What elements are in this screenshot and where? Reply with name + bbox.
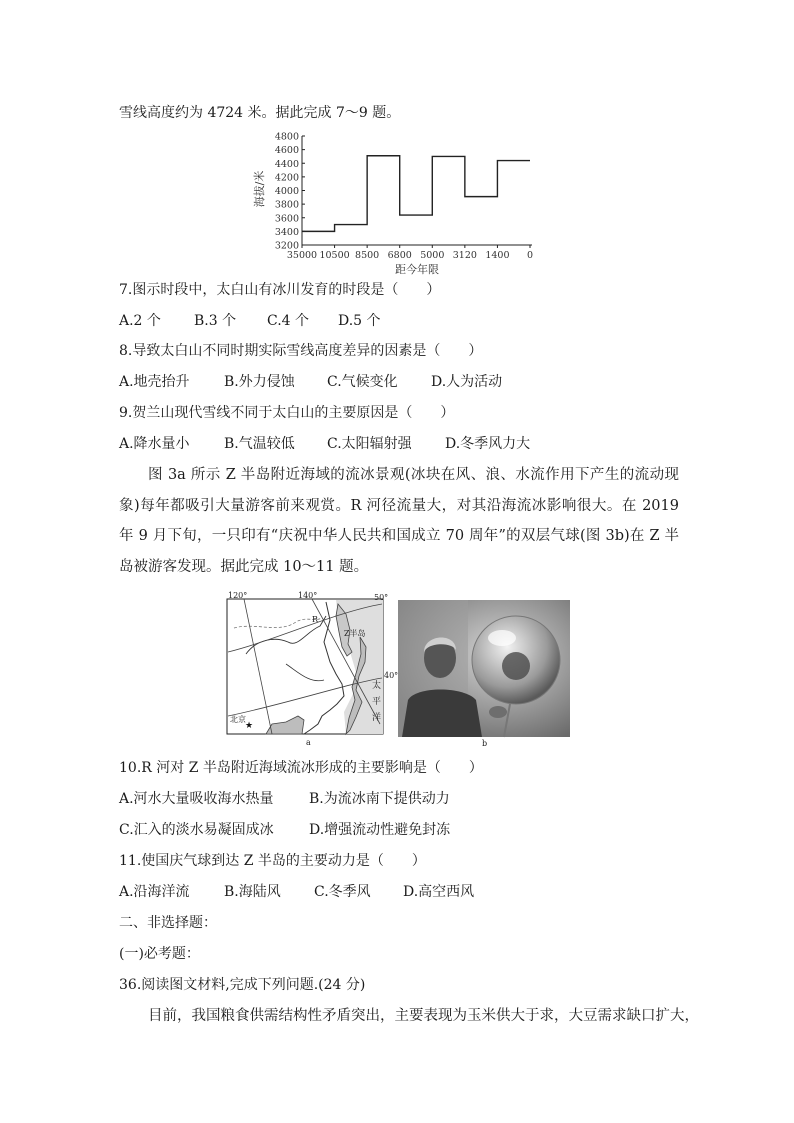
x-tick-label: 8500 xyxy=(355,250,380,261)
lon-label-120: 120° xyxy=(228,591,248,600)
peninsula-label: Z半岛 xyxy=(344,629,366,638)
q9-option-a: A.降水量小 xyxy=(119,436,190,452)
q8-options xyxy=(119,372,502,392)
balloon-logo xyxy=(502,652,530,680)
y-tick-label: 3800 xyxy=(274,199,299,211)
q11-option-c: C.冬季风 xyxy=(314,884,371,900)
q7-stem: 7.图示时段中，太白山有冰川发育的时段是（ ） xyxy=(119,282,441,298)
q9-option-b: B.气温较低 xyxy=(224,436,295,452)
q11-option-b: B.海陆风 xyxy=(224,884,281,900)
y-tick-label: 4600 xyxy=(274,145,299,157)
chart-y-label: 海拔/米 xyxy=(253,170,266,208)
caption-a: a xyxy=(306,738,311,747)
river-label: R xyxy=(312,615,319,624)
map-figure-a xyxy=(226,591,399,750)
y-tick-label: 4000 xyxy=(274,186,299,197)
q7-option-a: A.2 个 xyxy=(119,313,161,329)
intro-line: 雪线高度约为 4724 米。据此完成 7～9 题。 xyxy=(119,105,401,121)
q10-stem: 10.R 河对 Z 半岛附近海域流冰形成的主要影响是（ ） xyxy=(119,760,483,776)
q10-option-a: A.河水大量吸收海水热量 xyxy=(119,791,274,807)
beijing-star-icon: ★ xyxy=(245,721,254,731)
y-tick-label: 3200 xyxy=(274,240,299,252)
q36-stem: 36.阅读图文材料,完成下列问题.(24 分) xyxy=(119,977,366,993)
q7-option-c: C.4 个 xyxy=(267,313,310,329)
q7-option-d: D.5 个 xyxy=(338,313,381,329)
q36-text: 目前，我国粮食供需结构性矛盾突出，主要表现为玉米供大于求，大豆需求缺口扩大， xyxy=(148,1008,699,1024)
q10-option-c: C.汇入的淡水易凝固成冰 xyxy=(119,822,274,838)
q9-option-d: D.冬季风力大 xyxy=(445,436,531,452)
caption-b: b xyxy=(482,739,488,748)
q11-option-a: A.沿海洋流 xyxy=(119,884,190,900)
x-tick-label: 10500 xyxy=(319,250,350,261)
y-tick-label: 3600 xyxy=(274,213,299,225)
snowline-chart xyxy=(250,128,550,278)
x-tick-label: 3120 xyxy=(452,250,477,261)
q8-stem: 8.导致太白山不同时期实际雪线高度差异的因素是（ ） xyxy=(119,343,483,359)
q8-option-a: A.地壳抬升 xyxy=(119,374,190,390)
y-tick-label: 3400 xyxy=(274,226,299,238)
subsection-1-heading: (一)必考题： xyxy=(119,946,200,962)
section-2-heading: 二、非选择题： xyxy=(119,915,217,931)
x-tick-label: 0 xyxy=(526,250,534,261)
hand xyxy=(489,706,507,718)
lat-label-40: 40° xyxy=(384,671,399,680)
q10-options-row2 xyxy=(119,820,450,840)
q11-options xyxy=(119,882,474,902)
x-tick-label: 5000 xyxy=(420,250,445,261)
q11-stem: 11.使国庆气球到达 Z 半岛的主要动力是（ ） xyxy=(119,853,426,869)
q9-options xyxy=(119,434,530,454)
q10-option-d: D.增强流动性避免封冻 xyxy=(309,822,451,838)
q9-stem: 9.贺兰山现代雪线不同于太白山的主要原因是（ ） xyxy=(119,405,455,421)
x-tick-label: 6800 xyxy=(387,250,412,261)
x-tick-label: 35000 xyxy=(286,250,318,261)
y-tick-label: 4200 xyxy=(274,172,299,184)
q8-option-b: B.外力侵蚀 xyxy=(224,374,295,390)
q9-option-c: C.太阳辐射强 xyxy=(327,436,412,452)
lon-label-140: 140° xyxy=(298,591,318,600)
photo-figure-b xyxy=(398,600,570,737)
city-label: 北京 xyxy=(230,715,246,724)
q10-options-row1 xyxy=(119,789,450,809)
x-tick-label: 1400 xyxy=(485,250,510,261)
ocean-label-1: 太 xyxy=(372,681,382,691)
y-tick-label: 4800 xyxy=(274,131,299,143)
q7-options xyxy=(119,311,381,331)
lat-label-50: 50° xyxy=(374,593,389,602)
y-tick-label: 4400 xyxy=(274,158,299,170)
person-body xyxy=(402,690,482,738)
q10-option-b: B.为流冰南下提供动力 xyxy=(309,791,450,807)
q7-option-b: B.3 个 xyxy=(194,313,237,329)
snowline-series-line xyxy=(302,156,530,232)
passage-paragraph: 图 3a 所示 Z 半岛附近海域的流冰景观(冰块在风、浪、水流作用下产生的流动现象)每年都吸引大量游客前来观赏。R 河径流量大，对其沿海流冰影响很大。在 2019 年 9 月下旬，一只印有“庆祝中华人民共和国成立 70 周年”的双层气球(图 3b)在 Z 半岛被游客发现。据此完成 10～11 题。 xyxy=(119,467,679,575)
ocean-label-2: 平 xyxy=(372,697,382,707)
chart-x-label: 距今年限 xyxy=(395,263,439,276)
balloon-highlight xyxy=(488,630,516,646)
q11-option-d: D.高空西风 xyxy=(403,884,475,900)
q8-option-d: D.人为活动 xyxy=(431,374,503,390)
q8-option-c: C.气候变化 xyxy=(327,374,398,390)
ocean-label-3: 洋 xyxy=(372,713,382,723)
